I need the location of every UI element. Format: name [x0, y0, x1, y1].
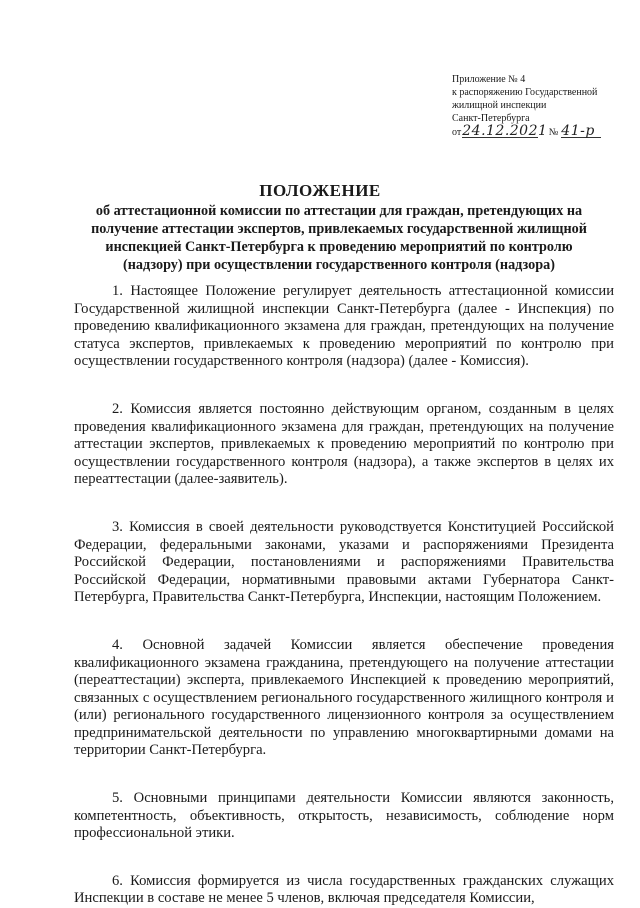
appendix-date-number — [452, 125, 632, 139]
appendix-line: Санкт-Петербурга — [452, 113, 530, 124]
date-prefix: от — [452, 127, 462, 138]
document-subtitle: об аттестационной комиссии по аттестации для граждан, претендующих на получение аттестации экспертов, привлекаемых государственной жилищной инспекцией Санкт-Петербурга к проведению мероприятий по контролю (надзору) при осуществлении государственного контроля (надзора) — [91, 203, 587, 273]
document-title: ПОЛОЖЕНИЕ — [259, 181, 381, 200]
paragraph: 3. Комиссия в своей деятельности руководствуется Конституцией Российской Федерации, федеральными законами, указами и распоряжениями Президента Российской Федерации, постановлениями и распоряжениями Правительства Российской Федерации, нормативными правовыми актами Губернатора Санкт-Петербурга, Правительства Санкт-Петербурга, Инспекции, настоящим Положением. — [74, 518, 614, 606]
appendix-header — [452, 73, 632, 139]
paragraph: 5. Основными принципами деятельности Комиссии являются законность, компетентность, объективность, открытость, независимость, соблюдение норм профессиональной этики. — [74, 790, 614, 842]
handwritten-number: 41-р — [561, 125, 601, 138]
paragraph: 2. Комиссия является постоянно действующим органом, созданным в целях проведения квалификационного экзамена для граждан, претендующих на получение аттестации экспертов, привлекаемых к проведению мероприятий по контролю при осуществлении государственного контроля (надзора), а также экспертов в целях их переаттестации (далее-заявитель). — [74, 400, 614, 488]
appendix-line: Приложение № 4 — [452, 74, 526, 85]
paragraph: 1. Настоящее Положение регулирует деятельность аттестационной комиссии Государственной жилищной инспекции Санкт-Петербурга (далее - Инспекция) по проведению квалификационного экзамена для граждан, претендующих на получение статуса экспертов, привлекаемых к проведению мероприятий по контролю при осуществлении государственного контроля (надзора) (далее - Комиссия). — [74, 283, 614, 370]
appendix-line: жилищной инспекции — [452, 100, 547, 111]
paragraph: 4. Основной задачей Комиссии является обеспечение проведения квалификационного экзамена гражданина, претендующего на получение аттестации (переаттестации) эксперта, привлекаемого Инспекцией к проведению мероприятий, связанных с осуществлением регионального государственного жилищного контроля и (или) регионального государственного лицензионного контроля за осуществлением предпринимательской деятельности по управлению многоквартирными домами на территории Санкт-Петербурга. — [74, 636, 614, 759]
paragraph: 6. Комиссия формируется из числа государственных гражданских служащих Инспекции в составе не менее 5 членов, включая председателя Комиссии, — [74, 872, 614, 907]
document-body — [74, 283, 614, 908]
handwritten-date: 24.12.2021 — [462, 123, 548, 139]
appendix-line: к распоряжению Государственной — [452, 87, 598, 98]
number-prefix: № — [548, 127, 559, 138]
